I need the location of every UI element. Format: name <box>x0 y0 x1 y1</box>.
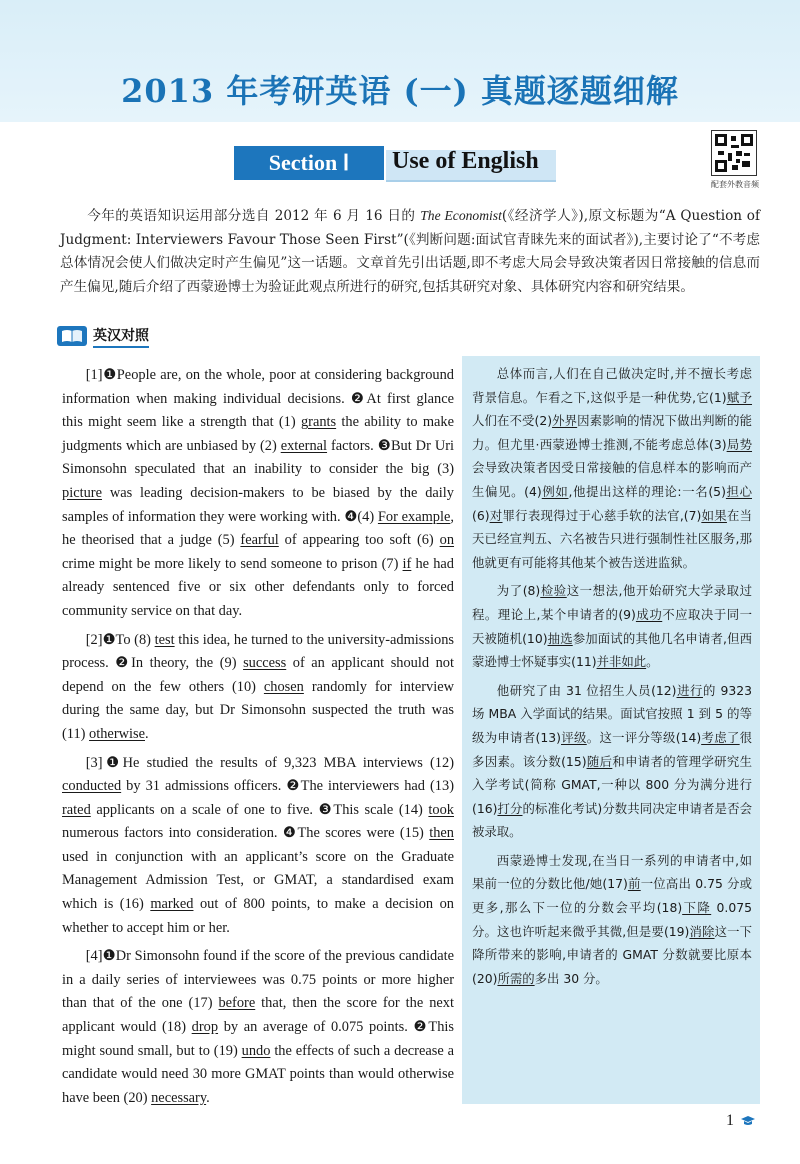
text-run: 西蒙逊博士发现,在当日一系列的申请者中,如果前一位的分数比他/她(17) <box>472 852 752 892</box>
english-column <box>62 364 454 1115</box>
chinese-paragraph-4 <box>472 849 752 991</box>
text-run: of an applicant should not depend on the few others (10) <box>62 655 454 695</box>
text-run: he had already sentenced five or six other defendants only to forced community service on that day. <box>62 555 454 619</box>
answer-word: conducted <box>62 778 122 795</box>
text-run: 0.075 分。这也许听起来微乎其微,但是要(19) <box>472 900 753 939</box>
text-run: 的标准化考试)分数共同决定申请者是否会被录取。 <box>472 800 752 840</box>
text-run: 会导致决策者因受日常接触的信息样本的影响而产生偏见。(4) <box>472 460 752 499</box>
section-tag: Section Ⅰ <box>234 146 384 180</box>
answer-word: test <box>154 631 175 648</box>
answer-word: 评级 <box>561 729 587 745</box>
chinese-paragraph-2 <box>472 579 752 673</box>
answer-word: undo <box>241 1042 271 1059</box>
text-run: . <box>145 725 149 742</box>
text-run: used in conjunction with an applicant’s score on the Graduate Management Admission Test, or GMAT, a standardised exam which is (16) <box>62 848 454 913</box>
answer-word: 抽选 <box>547 630 573 646</box>
bilingual-label-text: 英汉对照 <box>93 325 149 348</box>
text-run: 总体而言,人们在自己做决定时,并不擅长考虑背景信息。乍看之下,这似乎是一种优势,它(1) <box>472 366 752 405</box>
answer-word: 外界 <box>552 413 578 429</box>
text-run: 。 <box>646 654 659 670</box>
answer-word: on <box>439 532 455 549</box>
text-run: was leading decision-makers to be biased by the daily samples of information they were working with. ❹(4) <box>62 484 454 525</box>
book-icon <box>57 326 87 346</box>
text-run: by an average of 0.075 points. ❷This might sound small, but to (19) <box>62 1019 454 1059</box>
chinese-paragraph-3 <box>472 679 752 844</box>
text-run: the ability to make judgments which are unbiased by (2) <box>62 414 454 454</box>
intro-text-1: 今年的英语知识运用部分选自 2012 年 6 月 16 日的 <box>87 208 416 224</box>
qr-caption: 配套外教音频 <box>711 180 759 189</box>
answer-word: fearful <box>240 532 279 549</box>
qr-code-icon[interactable] <box>711 130 757 176</box>
english-paragraph-4 <box>62 945 454 1110</box>
page-title: 2013 年考研英语 (一) 真题逐题细解 <box>121 72 679 110</box>
answer-word: external <box>280 437 328 454</box>
text-run: 因素影响的情况下做出判断的能力。但尤里·西蒙逊博士推测,不能考虑总体(3) <box>472 413 753 452</box>
text-run: 一位高出 0.75 分或更多,那么下一位的分数会平均(18) <box>472 876 753 916</box>
chinese-paragraph-1 <box>472 362 752 574</box>
text-run: 这一下降所带来的影响,申请者的 GMAT 分数就要比原本(20) <box>472 923 753 986</box>
graduation-cap-icon <box>740 1114 756 1126</box>
answer-word: picture <box>62 484 102 501</box>
text-run: 人们在不受(2) <box>472 413 553 429</box>
intro-text-2: (《经济学人》),原文标题为“A Question of Judgment: Interviewers Favour Those Seen First”(《判断问题:面试官青睐先来的面试者》),主要讨论了“不考虑总体情况会使人们做决定时产生偏见”这一话题。文章首先引出话题,即不考虑大局会导致决策者因日常接触的信息而产生偏见,随后介绍了西蒙逊博士为验证此观点所进行的研究,包括其研究对象、具体研究内容和研究结果。 <box>60 208 761 295</box>
answer-word: drop <box>191 1019 219 1036</box>
text-run: of appearing too soft (6) <box>278 532 440 549</box>
text-run: 他研究了由 31 位招生人员(12) <box>496 682 677 698</box>
answer-word: then <box>429 825 454 842</box>
text-run: 参加面试的其他几名申请者,但西蒙逊博士怀疑事实(11) <box>472 630 752 670</box>
answer-word: 担心 <box>725 483 752 499</box>
answer-word: 并非如此 <box>596 654 647 670</box>
answer-word: 检验 <box>540 583 567 599</box>
text-run: applicants on a scale of one to five. ❸This scale (14) <box>90 801 429 818</box>
answer-word: 例如 <box>541 483 569 499</box>
page-number: 1 <box>726 1112 734 1129</box>
text-run: that, then the score for the next applicant would (18) <box>62 995 455 1036</box>
answer-word: took <box>428 801 454 818</box>
text-run: out of 800 points, to make a decision on whether to accept him or her. <box>62 896 454 936</box>
text-run: 罪行表现得过于心慈手软的法官,(7) <box>502 507 702 523</box>
text-run: 这一想法,他开始研究大学录取过程。理论上,某个申请者的(9) <box>472 583 752 622</box>
text-run: [4]❶Dr Simonsohn found if the score of the previous candidate in a daily series of interviewees was 0.75 points or more higher than that of the one (17) <box>62 948 454 1012</box>
answer-word: 下降 <box>682 900 712 916</box>
answer-word: 所需的 <box>497 970 535 986</box>
section-title: Use of English <box>392 148 539 174</box>
text-run: crime might be more likely to send someone to prison (7) <box>62 555 403 572</box>
text-run: 多出 30 分。 <box>534 970 608 986</box>
english-paragraph-1 <box>62 364 454 624</box>
answer-word: 随后 <box>586 753 613 769</box>
answer-word: marked <box>150 896 194 913</box>
text-run: [2]❶To (8) <box>85 631 155 648</box>
answer-word: 考虑了 <box>701 729 740 745</box>
text-run: , he theorised that a judge (5) <box>62 508 454 549</box>
text-run: 很多因素。该分数(15) <box>472 729 753 769</box>
text-run: randomly for interview during the same day, but Dr Simonsohn suspected the truth was (11) <box>62 678 454 742</box>
text-run: numerous factors into consideration. ❹The scores were (15) <box>62 825 430 842</box>
answer-word: 前 <box>627 876 641 892</box>
english-paragraph-2 <box>62 629 454 747</box>
answer-word: necessary <box>151 1089 207 1106</box>
text-run: 为了(8) <box>496 583 541 599</box>
answer-word: 赋予 <box>726 389 753 405</box>
text-run: the effects of such a decrease a candidate would need 30 more GMAT points than would otherwise have been (20) <box>62 1042 454 1106</box>
text-run: 和申请者的管理学研究生入学考试(简称 GMAT,一种以 800 分为满分进行(16) <box>472 753 753 816</box>
text-run: [1]❶People are, on the whole, poor at considering background information when making individual decisions. ❷At first glance this might seem like a strength that (1) <box>62 367 454 431</box>
answer-word: success <box>243 655 287 672</box>
text-run: [3]❶He studied the results of 9,323 MBA interviews (12) <box>85 754 454 771</box>
answer-word: otherwise <box>89 725 145 742</box>
chinese-column <box>462 356 760 1104</box>
answer-word: For example <box>377 508 451 525</box>
text-run: (6) <box>472 507 490 523</box>
answer-word: if <box>402 555 412 572</box>
answer-word: 消除 <box>689 923 715 939</box>
answer-word: before <box>218 995 256 1012</box>
text-run: 不应取决于同一天被随机(10) <box>472 606 753 646</box>
intro-source-title: The Economist <box>420 208 502 223</box>
text-run: . <box>206 1089 210 1106</box>
text-run: 在当天已经宣判五、六名被告只进行强制性社区服务,那他就更有可能将其他某个被告送进监狱。 <box>472 507 753 570</box>
bilingual-label <box>57 326 165 346</box>
answer-word: chosen <box>263 678 304 695</box>
answer-word: grants <box>300 414 337 431</box>
answer-word: rated <box>62 801 91 818</box>
text-run: 。这一评分等级(14) <box>586 729 702 745</box>
answer-word: 如果 <box>701 507 727 523</box>
text-run: factors. ❸But Dr Uri Simonsohn speculated that an inability to consider the big (3) <box>62 437 454 478</box>
text-run: by 31 admissions officers. ❷The interviewers had (13) <box>121 778 454 795</box>
text-run: 的 9323 场 MBA 入学面试的结果。面试官按照 1 到 5 的等级为申请者(13) <box>472 682 752 745</box>
answer-word: 对 <box>489 507 503 523</box>
answer-word: 打分 <box>497 800 523 816</box>
english-paragraph-3 <box>62 752 454 941</box>
text-run: ,他提出这样的理论:一名(5) <box>568 483 726 499</box>
intro-paragraph <box>60 204 760 299</box>
answer-word: 局势 <box>726 436 753 452</box>
answer-word: 成功 <box>635 606 663 622</box>
text-run: this idea, he turned to the university-admissions process. ❷In theory, the (9) <box>62 631 454 672</box>
answer-word: 进行 <box>676 682 703 698</box>
